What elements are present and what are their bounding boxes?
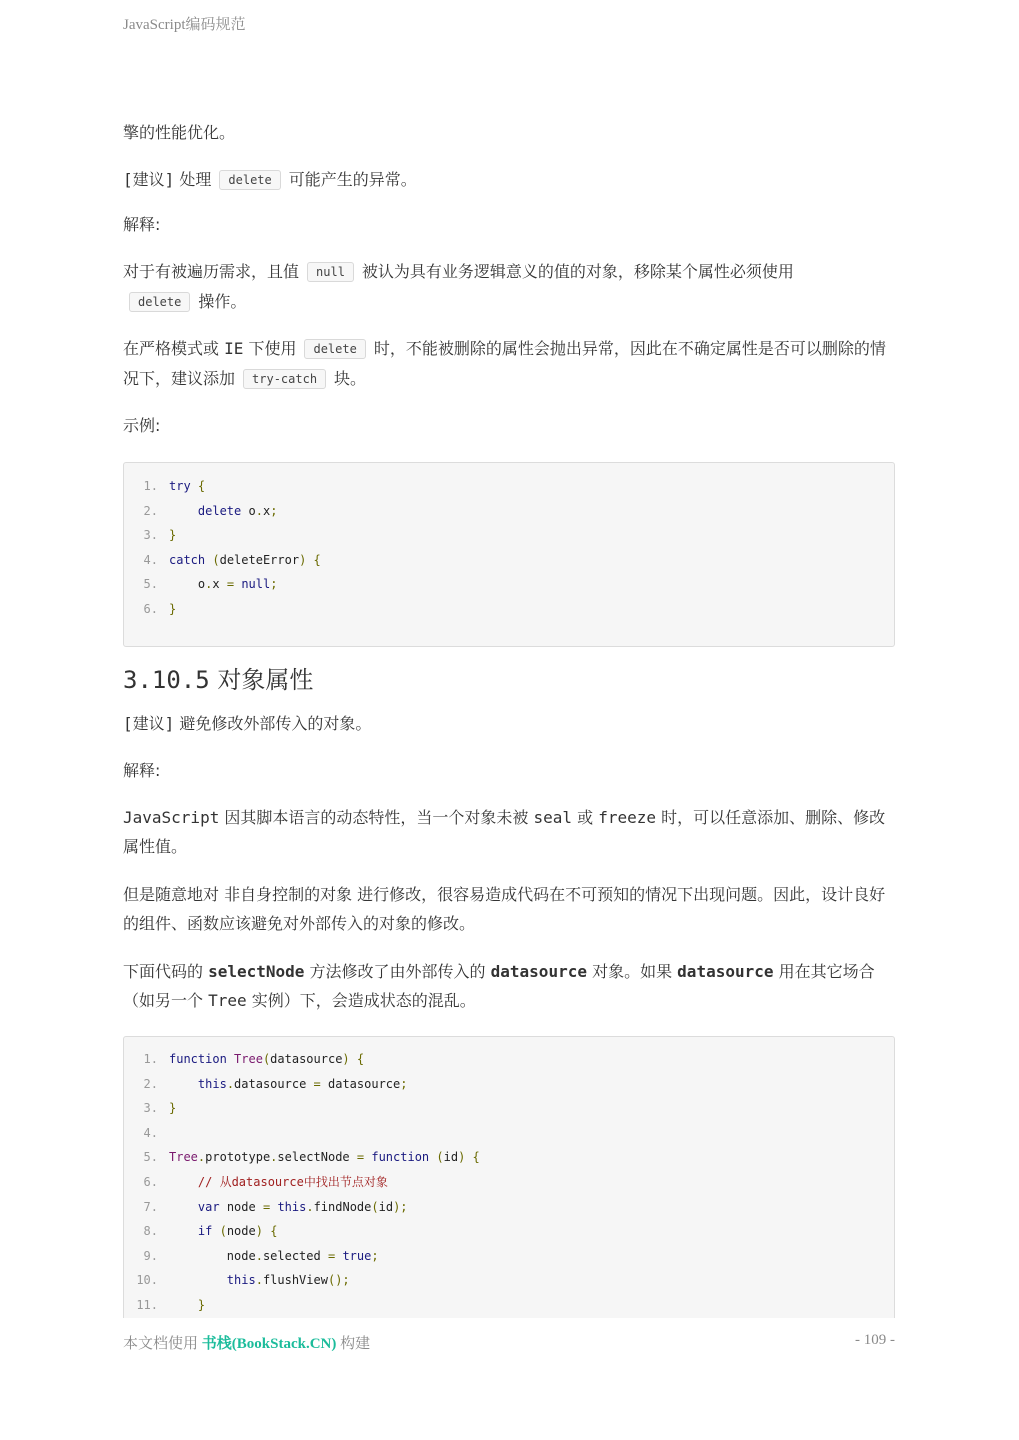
line-number: 6.: [143, 601, 158, 616]
section-heading: [123, 660, 313, 695]
identifier: x: [212, 577, 220, 592]
code-line: [124, 597, 894, 622]
punct: ): [255, 1224, 263, 1239]
bold-code: datasource: [677, 962, 774, 981]
paragraph-null-delete: [123, 258, 895, 317]
keyword: true: [342, 1248, 372, 1263]
punct: =: [327, 1248, 336, 1263]
code-line: [124, 1170, 894, 1195]
punct: .: [270, 1150, 278, 1165]
inline-code: delete: [304, 339, 365, 359]
code-block-try-catch: [123, 462, 895, 647]
text: 用在其它场合（如另一个: [123, 962, 875, 1010]
code-line: [124, 1268, 894, 1293]
mono-text: JavaScript: [123, 808, 220, 827]
code-line: [124, 499, 894, 524]
punct: .: [255, 1248, 263, 1263]
mono-text: IE: [224, 339, 244, 358]
line-number: 9.: [143, 1248, 158, 1263]
line-number: 8.: [143, 1224, 158, 1239]
text: 被认为具有业务逻辑意义的值的对象，移除某个属性必须使用: [361, 262, 794, 281]
intro-tail: 擎的性能优化。: [123, 123, 236, 142]
line-number: 2.: [143, 503, 158, 518]
punct: ;: [371, 1248, 379, 1263]
keyword: if: [197, 1224, 213, 1239]
identifier: o: [248, 503, 256, 518]
keyword: this: [277, 1199, 307, 1214]
footer-suffix: 构建: [340, 1336, 371, 1352]
punct: {: [313, 552, 321, 567]
footer-prefix: 本文档使用: [123, 1336, 199, 1352]
punct: ): [342, 1052, 350, 1066]
punct: ;: [270, 503, 278, 518]
text: 下面代码的: [123, 962, 204, 981]
punct: .: [197, 1150, 206, 1165]
punct: }: [169, 601, 177, 616]
code-block-tree: [123, 1036, 895, 1347]
identifier: node: [226, 1224, 256, 1239]
rule-avoid-modify: [123, 710, 895, 739]
paragraph-dynamic: [123, 804, 895, 861]
rule-handle-delete: [123, 166, 895, 196]
punct: ;: [270, 577, 278, 592]
identifier: deleteError: [219, 552, 300, 567]
text: 操作。: [198, 291, 247, 311]
punct: .: [205, 577, 213, 592]
identifier: prototype: [205, 1150, 271, 1165]
text: 因其脚本语言的动态特性，当一个对象未被: [224, 808, 529, 827]
identifier: datasource: [270, 1052, 343, 1066]
keyword: function: [169, 1052, 227, 1066]
code-line: [124, 1047, 894, 1072]
punct: (: [436, 1150, 444, 1165]
punct: .: [226, 1076, 235, 1091]
text: 实例）下，会造成状态的混乱。: [251, 990, 476, 1010]
punct: {: [270, 1224, 278, 1239]
code-line: [124, 1293, 894, 1318]
keyword: try: [169, 479, 191, 493]
line-number: 6.: [143, 1174, 158, 1189]
keyword: this: [197, 1076, 227, 1091]
punct: ): [299, 552, 307, 567]
punct: =: [313, 1076, 321, 1091]
identifier: flushView: [262, 1273, 328, 1288]
punct: =: [262, 1199, 271, 1214]
section-number: 3.10.5: [123, 666, 210, 694]
code-comment: // 从datasource中找出节点对象: [197, 1174, 388, 1189]
inline-code: try-catch: [243, 369, 326, 389]
identifier: id: [443, 1150, 459, 1165]
line-number: 5.: [143, 577, 158, 592]
line-number: 2.: [143, 1076, 158, 1091]
line-number: 4.: [143, 552, 158, 567]
punct: (: [212, 552, 220, 567]
line-number: 11.: [136, 1297, 158, 1312]
text: 块。: [334, 368, 367, 388]
inline-code: null: [307, 262, 354, 282]
type-name: Tree: [234, 1052, 263, 1066]
code-line: [124, 572, 894, 597]
punct: ;: [342, 1273, 350, 1288]
code-line: [124, 1072, 894, 1097]
identifier: datasource: [328, 1076, 401, 1091]
punct: =: [356, 1150, 365, 1165]
punct: ): [393, 1199, 401, 1214]
punct: .: [255, 1273, 263, 1288]
code-line: [124, 548, 894, 573]
punct: ;: [400, 1076, 408, 1091]
line-number: 1.: [143, 479, 158, 493]
line-number: 5.: [143, 1150, 158, 1165]
paragraph-strict-mode: [123, 335, 895, 394]
identifier: findNode: [313, 1199, 372, 1214]
code-line: [124, 1244, 894, 1269]
punct: (: [262, 1052, 271, 1066]
code-line: [124, 474, 894, 499]
identifier: x: [262, 503, 271, 518]
mono-text: freeze: [598, 808, 657, 827]
type-name: Tree: [169, 1150, 198, 1165]
section-title: 对象属性: [217, 666, 314, 694]
punct: .: [306, 1199, 314, 1214]
rule-tag: [建议]: [123, 714, 175, 733]
text: 方法修改了由外部传入的: [309, 962, 486, 981]
punct: (): [327, 1273, 343, 1288]
example-label: 示例:: [123, 416, 161, 435]
punct: }: [169, 1101, 177, 1116]
code-line: [124, 1219, 894, 1244]
identifier: node: [226, 1248, 256, 1263]
identifier: node: [226, 1199, 256, 1214]
punct: =: [226, 577, 235, 592]
punct: ): [458, 1150, 466, 1165]
identifier: datasource: [234, 1076, 307, 1091]
keyword: function: [371, 1150, 430, 1165]
text: 下使用: [248, 339, 297, 358]
mono-text: Tree: [208, 990, 247, 1010]
identifier: id: [378, 1199, 394, 1214]
explain-label: 解释:: [123, 215, 161, 234]
code-line: [124, 1145, 894, 1170]
keyword: null: [241, 577, 271, 592]
paragraph-selectnode: [123, 958, 895, 1015]
punct: {: [472, 1150, 480, 1165]
punct: (: [219, 1224, 227, 1239]
code-line: [124, 1121, 894, 1146]
explain-label: 解释:: [123, 761, 161, 780]
inline-code: delete: [129, 292, 190, 312]
page-number: - 109 -: [855, 1332, 895, 1348]
identifier: selected: [262, 1248, 321, 1263]
text: 时，不能被删除的属性会抛出异常，因此在不确定属性是否可以删除的情况下，建议添加: [123, 339, 886, 388]
text: 时，可以任意添加、删除、修改属性值。: [123, 808, 886, 856]
keyword: var: [197, 1199, 220, 1214]
bold-code: selectNode: [208, 962, 305, 981]
code-line: [124, 1195, 894, 1220]
identifier: selectNode: [277, 1150, 350, 1165]
code-line: [124, 523, 894, 548]
inline-code: delete: [219, 170, 280, 190]
bookstack-link[interactable]: 书栈(BookStack.CN): [201, 1336, 337, 1352]
punct: .: [255, 503, 263, 518]
page-footer: [123, 1332, 370, 1353]
rule-tag: [建议]: [123, 170, 175, 189]
text: 或: [577, 808, 594, 827]
paragraph-random-modify: 但是随意地对 非自身控制的对象 进行修改，很容易造成代码在不可预知的情况下出现问题。因此，设计良好的组件、函数应该避免对外部传入的对象的修改。: [123, 885, 886, 933]
punct: (: [371, 1199, 379, 1214]
line-number: 3.: [143, 528, 158, 543]
identifier: o: [197, 577, 206, 592]
code-line: [124, 1096, 894, 1121]
bold-code: datasource: [490, 962, 587, 981]
line-number: 4.: [143, 1125, 158, 1140]
punct: }: [197, 1297, 206, 1312]
keyword: delete: [197, 503, 242, 518]
text: 对象。如果: [592, 962, 673, 981]
punct: }: [169, 528, 177, 543]
punct: ;: [400, 1199, 408, 1214]
keyword: catch: [169, 552, 206, 567]
punct: {: [356, 1052, 365, 1066]
text: 在严格模式或: [123, 339, 220, 358]
rule-text-after: 可能产生的异常。: [288, 170, 417, 189]
rule-text-before: 处理: [179, 170, 212, 189]
mono-text: seal: [533, 808, 573, 827]
text: 对于有被遍历需求，且值: [123, 262, 300, 281]
line-number: 1.: [143, 1052, 158, 1066]
line-number: 7.: [143, 1199, 158, 1214]
running-header: JavaScript编码规范: [123, 17, 246, 33]
punct: {: [197, 479, 206, 493]
rule-text: 避免修改外部传入的对象。: [179, 714, 372, 733]
line-number: 3.: [143, 1101, 158, 1116]
line-number: 10.: [136, 1273, 158, 1288]
keyword: this: [226, 1273, 256, 1288]
